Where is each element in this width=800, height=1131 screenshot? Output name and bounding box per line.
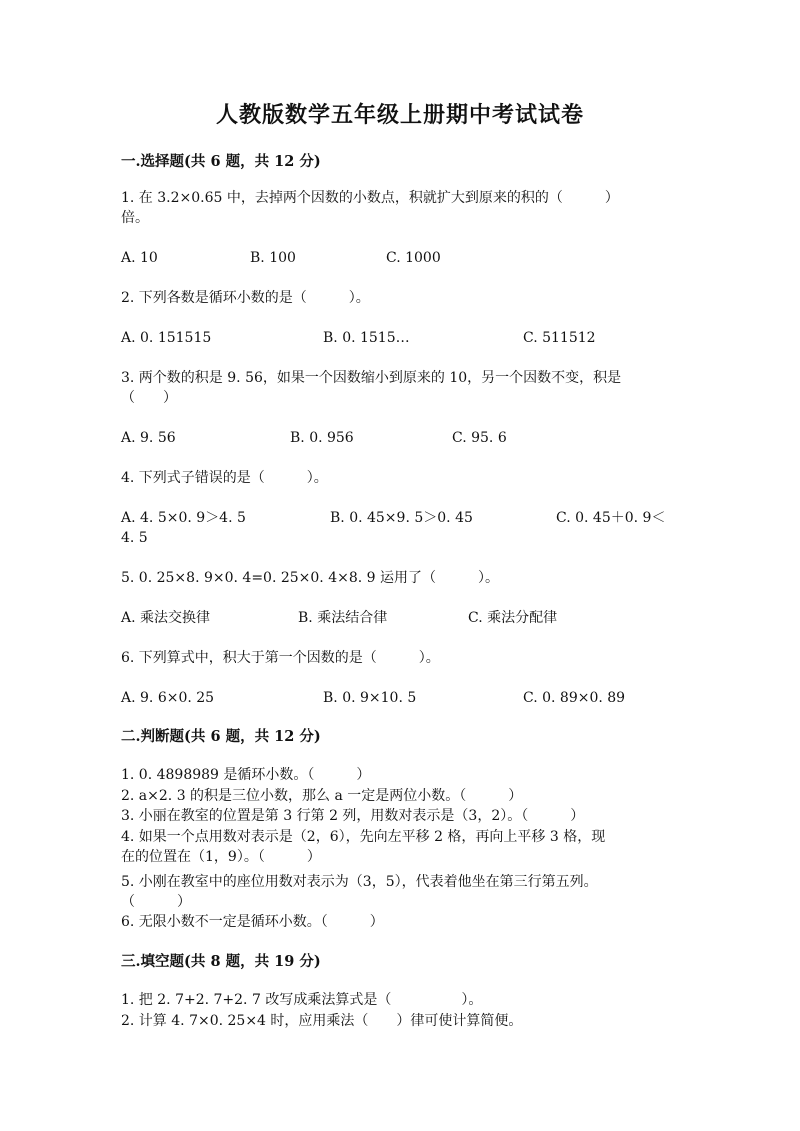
question-1-option-a: A. 10 [121, 250, 158, 266]
question-4-option-a: A. 4. 5×0. 9＞4. 5 [121, 510, 246, 526]
question-5-option-c: C. 乘法分配律 [468, 610, 558, 626]
question-4-option-c: C. 0. 45＋0. 9＜ [556, 510, 666, 526]
fill-line-2: 2. 计算 4. 7×0. 25×4 时，应用乘法（ ）律可使计算简便。 [121, 1013, 523, 1029]
judge-line-4-cont: 在的位置在（1，9）。（ ） [121, 849, 321, 865]
judge-line-1: 1. 0. 4898989 是循环小数。（ ） [121, 767, 371, 783]
question-1-stem-cont: 倍。 [121, 210, 149, 226]
judge-line-5: 5. 小刚在教室中的座位用数对表示为（3，5），代表着他坐在第三行第五列。 [121, 874, 598, 890]
question-3-option-c: C. 95. 6 [452, 430, 507, 446]
section-heading-judge: 二.判断题(共 6 题，共 12 分) [121, 728, 321, 745]
question-1-stem: 1. 在 3.2×0.65 中，去掉两个因数的小数点，积就扩大到原来的积的（ ） [121, 190, 619, 206]
question-4-stem: 4. 下列式子错误的是（ ）。 [121, 470, 328, 486]
question-4-option-b: B. 0. 45×9. 5＞0. 45 [330, 510, 473, 526]
section-heading-choice: 一.选择题(共 6 题，共 12 分) [121, 153, 321, 170]
fill-line-1: 1. 把 2. 7+2. 7+2. 7 改写成乘法算式是（ ）。 [121, 992, 483, 1008]
question-4-option-c-cont: 4. 5 [121, 530, 148, 546]
question-5-stem: 5. 0. 25×8. 9×0. 4=0. 25×0. 4×8. 9 运用了（ ）。 [121, 570, 500, 586]
question-2-option-a: A. 0. 151515 [121, 330, 212, 346]
question-1-option-c: C. 1000 [386, 250, 441, 266]
question-3-option-b: B. 0. 956 [290, 430, 354, 446]
question-3-stem: 3. 两个数的积是 9. 56，如果一个因数缩小到原来的 10，另一个因数不变，积是 [121, 370, 622, 386]
question-3-option-a: A. 9. 56 [121, 430, 176, 446]
question-2-option-b: B. 0. 1515… [323, 330, 410, 346]
question-5-option-b: B. 乘法结合律 [298, 610, 388, 626]
judge-line-2: 2. a×2. 3 的积是三位小数，那么 a 一定是两位小数。（ ） [121, 788, 523, 804]
question-1-option-b: B. 100 [250, 250, 296, 266]
judge-line-4: 4. 如果一个点用数对表示是（2，6），先向左平移 2 格，再向上平移 3 格，现 [121, 829, 606, 845]
question-3-stem-cont: （ ） [121, 390, 177, 406]
judge-line-6: 6. 无限小数不一定是循环小数。（ ） [121, 914, 384, 930]
question-6-option-a: A. 9. 6×0. 25 [121, 690, 215, 706]
section-heading-fill: 三.填空题(共 8 题，共 19 分) [121, 953, 321, 970]
question-5-option-a: A. 乘法交换律 [121, 610, 211, 626]
question-2-option-c: C. 511512 [523, 330, 596, 346]
page-title: 人教版数学五年级上册期中考试试卷 [215, 102, 584, 128]
question-6-stem: 6. 下列算式中，积大于第一个因数的是（ ）。 [121, 650, 440, 666]
question-6-option-b: B. 0. 9×10. 5 [323, 690, 417, 706]
question-2-stem: 2. 下列各数是循环小数的是（ ）。 [121, 290, 370, 306]
judge-line-5-cont: （ ） [121, 894, 191, 910]
judge-line-3: 3. 小丽在教室的位置是第 3 行第 2 列，用数对表示是（3，2）。（ ） [121, 808, 585, 824]
question-6-option-c: C. 0. 89×0. 89 [523, 690, 626, 706]
